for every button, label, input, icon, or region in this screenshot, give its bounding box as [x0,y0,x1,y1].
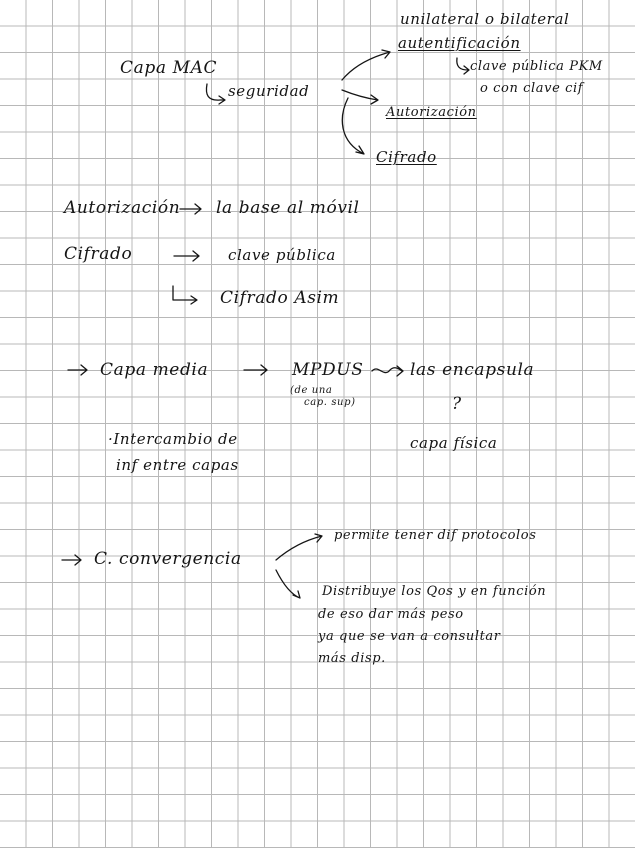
wavy-arrow-icon [372,366,403,376]
intercambio-line-2: inf entre capas [116,456,239,474]
hook-arrow-icon [173,286,197,304]
c-convergencia-label: C. convergencia [94,549,242,569]
encapsula-label: las encapsula [410,360,535,380]
capa-fisica-label: capa física [410,434,498,452]
autentificacion-label: autentificación [398,34,521,52]
branch-arrow-icon [276,570,300,598]
intercambio-line-1: ·Intercambio de [108,430,238,448]
autorizacion-description: la base al móvil [216,198,360,218]
autorizacion-heading: Autorización [64,198,181,218]
autorizacion-branch-label: Autorización [386,105,477,120]
mpdus-note-line-1: (de una [290,385,333,396]
distribuye-line-3: ya que se van a consultar [318,629,501,644]
right-arrow-icon [68,365,87,375]
distribuye-line-1: Distribuye los Qos y en función [322,584,547,599]
mpdus-label: MPDUS [292,360,364,380]
unilateral-label: unilateral o bilateral [400,10,570,28]
hook-arrow-icon [206,84,225,104]
branch-arrow-icon [342,90,378,104]
permite-label: permite tener dif protocolos [334,528,537,543]
clave-cifrado-label: o con clave cif [480,81,584,96]
cifrado-heading: Cifrado [64,244,133,264]
right-arrow-icon [174,251,199,261]
branch-arrow-icon [342,50,390,80]
mpdus-note-line-2: cap. sup) [304,397,356,408]
right-arrow-icon [244,365,267,375]
distribuye-line-2: de eso dar más peso [318,607,464,622]
question-mark: ? [452,394,462,414]
hook-arrow-icon [457,58,469,74]
branch-arrow-icon [342,98,364,154]
capa-media-label: Capa media [100,360,209,380]
cifrado-branch-label: Cifrado [376,148,437,166]
branch-arrow-icon [276,534,322,560]
clave-publica-label: clave pública [228,246,336,264]
cifrado-asim-label: Cifrado Asim [220,288,340,308]
right-arrow-icon [62,555,81,565]
distribuye-line-4: más disp. [318,651,386,666]
capa-mac-label: Capa MAC [120,58,218,78]
clave-pkm-label: clave pública PKM [470,59,603,74]
right-arrow-icon [180,204,201,214]
seguridad-label: seguridad [228,82,310,100]
